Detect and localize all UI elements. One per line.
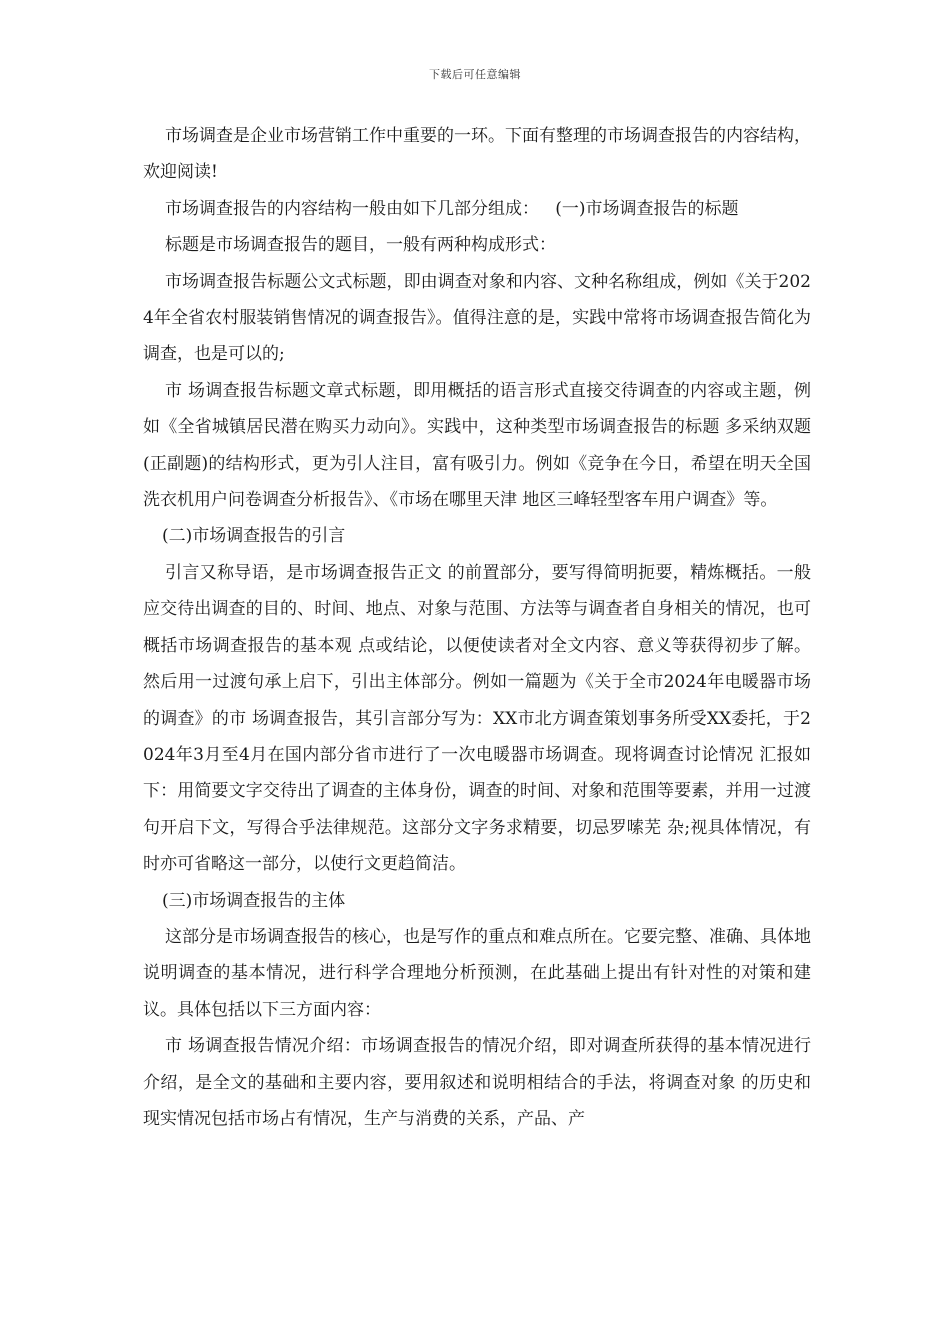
document-body	[143, 118, 811, 1137]
paragraph-intro: 市场调查是企业市场营销工作中重要的一环。下面有整理的市场调查报告的内容结构，欢迎阅读!	[143, 126, 811, 183]
section-heading-introduction: (二)市场调查报告的引言	[162, 526, 346, 547]
paragraph-main-body-overview: 这部分是市场调查报告的核心，也是写作的重点和难点所在。它要完整、准确、具体地说明调查的基本情况，进行科学合理地分析预测，在此基础上提出有针对性的对策和建议。具体包括以下三方面内容：	[143, 926, 811, 1020]
paragraph-situation-intro: 市 场调查报告情况介绍：市场调查报告的情况介绍，即对调查所获得的基本情况进行介绍，是全文的基础和主要内容，要用叙述和说明相结合的手法，将调查对象 的历史和现实情况包括市场占有情况，生产与消费的关系，产品、产	[143, 1036, 811, 1129]
paragraph-article-title: 市 场调查报告标题文章式标题，即用概括的语言形式直接交待调查的内容或主题，例如《全省城镇居民潜在购买力动向》。实践中，这种类型市场调查报告的标题 多采纳双题(正副题)的结构形式，更为引人注目，富有吸引力。例如《竞争在今日，希望在明天全国洗衣机用户问卷调查分析报告》、《市场在哪里天津 地区三峰轻型客车用户调查》等。	[143, 380, 811, 511]
paragraph-title-forms: 标题是市场调查报告的题目，一般有两种构成形式：	[165, 235, 556, 256]
page-header-note: 下载后可任意编辑	[429, 68, 521, 81]
section-heading-main-body: (三)市场调查报告的主体	[162, 890, 346, 911]
paragraph-structure-overview: 市场调查报告的内容结构一般由如下几部分组成： (一)市场调查报告的标题	[165, 198, 739, 219]
paragraph-introduction-body: 引言又称导语，是市场调查报告正文 的前置部分，要写得简明扼要，精炼概括。一般应交待出调查的目的、时间、地点、对象与范围、方法等与调查者自身相关的情况，也可概括市场调查报告的基本观 点或结论，以便使读者对全文内容、意义等获得初步了解。然后用一过渡句承上启下，引出主体部分。例如一篇题为《关于全市2024年电暖器市场的调查》的市 场调查报告，其引言部分写为：XX市北方调查策划事务所受XX委托，于2024年3月至4月在国内部分省市进行了一次电暖器市场调查。现将调查讨论情况 汇报如下：用简要文字交待出了调查的主体身份，调查的时间、对象和范围等要素，并用一过渡句开启下文，写得合乎法律规范。这部分文字务求精要，切忌罗嗦芜 杂;视具体情况，有时亦可省略这一部分，以使行文更趋简洁。	[143, 562, 811, 875]
paragraph-official-title: 市场调查报告标题公文式标题，即由调查对象和内容、文种名称组成，例如《关于2024年全省农村服装销售情况的调查报告》。值得注意的是，实践中常将市场调查报告简化为调查，也是可以的;	[143, 271, 811, 365]
